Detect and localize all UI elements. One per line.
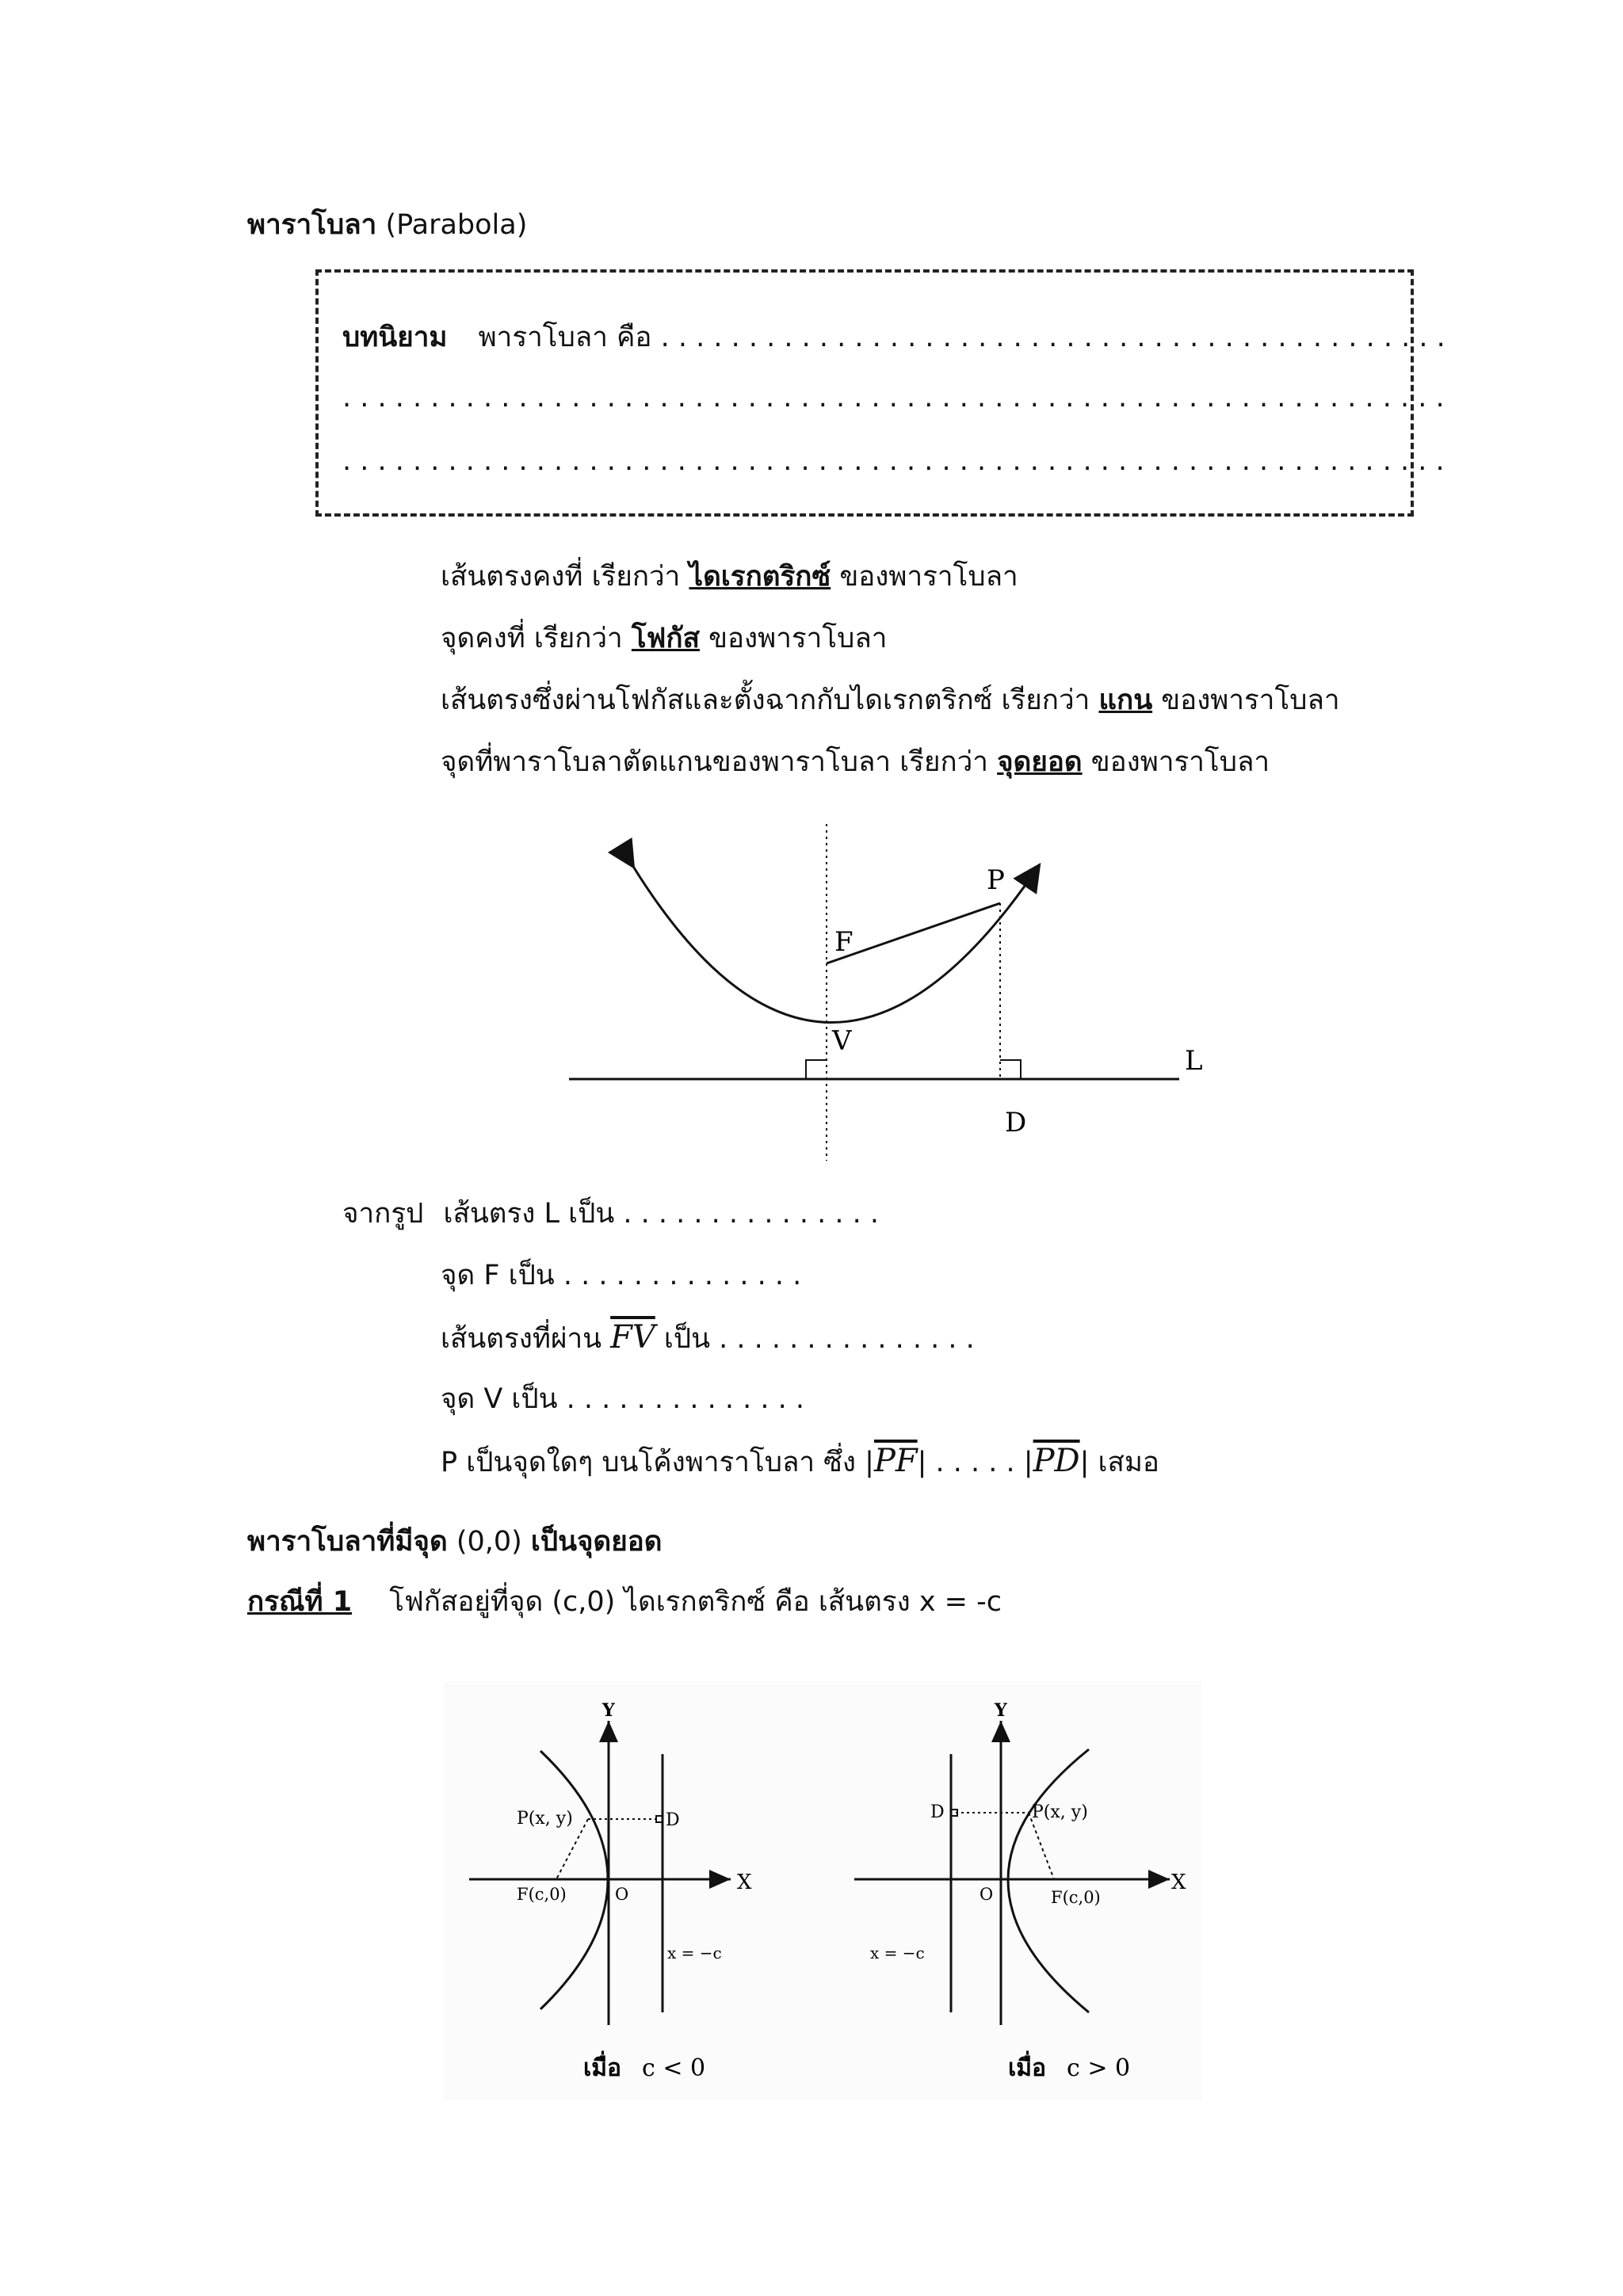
term-focus-word: โฟกัส bbox=[631, 623, 700, 654]
left-p-label: P(x, y) bbox=[517, 1809, 573, 1829]
case-1-label: กรณีที่ 1 bbox=[247, 1586, 353, 1618]
term-vertex bbox=[441, 745, 1270, 780]
definition-dots-1: . . . . . . . . . . . . . . . . . . . . . . . . . . . . . . . . . . . . . . . . . . . . . bbox=[660, 322, 1445, 353]
right-caption-condition: c > 0 bbox=[1067, 2054, 1131, 2082]
left-focus-label: F(c,0) bbox=[517, 1885, 567, 1904]
panel-c-negative bbox=[469, 1700, 752, 2082]
question-2: จุด F เป็น . . . . . . . . . . . . . . bbox=[441, 1260, 802, 1291]
subsection-title-c: เป็นจุดยอด bbox=[530, 1526, 663, 1558]
right-directrix-label: x = −c bbox=[870, 1943, 925, 1962]
right-parabola-curve bbox=[1008, 1749, 1089, 2012]
definition-line-1 bbox=[342, 320, 1445, 355]
question-4: จุด V เป็น . . . . . . . . . . . . . . bbox=[441, 1383, 805, 1415]
question-3-post: เป็น . . . . . . . . . . . . . . . bbox=[655, 1323, 975, 1355]
right-pf-dotted bbox=[1029, 1813, 1054, 1879]
term-vertex-pre: จุดที่พาราโบลาตัดแกนของพาราโบลา เรียกว่า bbox=[441, 746, 998, 778]
case-1-text: โฟกัสอยู่ที่จุด (c,0) ไดเรกตริกซ์ คือ เส้นตรง x = -c bbox=[389, 1586, 1002, 1618]
term-vertex-word: จุดยอด bbox=[997, 746, 1083, 778]
term-axis-word: แกน bbox=[1098, 685, 1153, 716]
question-1 bbox=[342, 1196, 879, 1231]
subsection-title-b: (0,0) bbox=[447, 1526, 531, 1558]
term-axis-pre: เส้นตรงซึ่งผ่านโฟกัสและตั้งฉากกับไดเรกตริกซ์ เรียกว่า bbox=[441, 685, 1099, 716]
segment-fv: $\overline{FV}$ bbox=[610, 1319, 655, 1356]
panel-c-positive bbox=[854, 1700, 1186, 2082]
subsection-title-a: พาราโบลาที่มีจุด bbox=[247, 1526, 448, 1558]
term-focus-pre: จุดคงที่ เรียกว่า bbox=[441, 623, 632, 654]
right-p-label: P(x, y) bbox=[1032, 1802, 1088, 1822]
section-title-english: (Parabola) bbox=[385, 209, 528, 241]
segment-pf-text: $\overline{PF}$ bbox=[873, 1443, 918, 1479]
questions-prefix: จากรูป bbox=[342, 1198, 424, 1230]
right-d-label: D bbox=[930, 1802, 945, 1822]
section-title bbox=[247, 208, 527, 242]
parabola-diagram bbox=[555, 816, 1236, 1173]
subsection-title bbox=[247, 1524, 663, 1559]
label-l: L bbox=[1185, 1045, 1203, 1077]
figure-case-1-drawing bbox=[444, 1681, 1201, 2101]
term-focus bbox=[441, 621, 887, 656]
left-caption-word: เมื่อ bbox=[583, 2054, 622, 2082]
definition-label: บทนิยาม bbox=[342, 322, 448, 353]
term-directrix-pre: เส้นตรงคงที่ เรียกว่า bbox=[441, 561, 689, 593]
term-axis-post: ของพาราโบลา bbox=[1152, 685, 1340, 716]
right-caption-word: เมื่อ bbox=[1008, 2054, 1047, 2082]
question-5 bbox=[441, 1444, 1159, 1480]
left-x-label: X bbox=[737, 1871, 752, 1894]
term-focus-post: ของพาราโบลา bbox=[699, 623, 888, 654]
question-1-text: เส้นตรง L เป็น . . . . . . . . . . . . . . . bbox=[443, 1198, 880, 1230]
right-origin-label: O bbox=[980, 1885, 994, 1904]
question-5-pre: P เป็นจุดใดๆ บนโค้งพาราโบลา ซึ่ง | bbox=[441, 1447, 874, 1478]
label-p: P bbox=[987, 864, 1005, 896]
right-angle-mark-v bbox=[806, 1060, 827, 1079]
question-5-mid: | . . . . . | bbox=[917, 1447, 1033, 1478]
label-d: D bbox=[1005, 1107, 1027, 1138]
left-y-label: Y bbox=[602, 1700, 615, 1721]
left-directrix-label: x = −c bbox=[667, 1943, 722, 1962]
term-axis bbox=[441, 683, 1340, 718]
definition-dots-2: . . . . . . . . . . . . . . . . . . . . . . . . . . . . . . . . . . . . . . . . . . . . . . . . . . . . . . . . . . . . . . . bbox=[342, 382, 1445, 414]
left-caption-condition: c < 0 bbox=[642, 2054, 706, 2082]
segment-pd-text: $\overline{PD}$ bbox=[1033, 1443, 1080, 1479]
definition-text: พาราโบลา คือ bbox=[478, 322, 652, 353]
term-directrix-word: ไดเรกตริกซ์ bbox=[689, 561, 831, 593]
question-3 bbox=[441, 1320, 975, 1356]
definition-dots-3: . . . . . . . . . . . . . . . . . . . . . . . . . . . . . . . . . . . . . . . . . . . . . . . . . . . . . . . . . . . . . . . bbox=[342, 445, 1445, 477]
right-y-label: Y bbox=[995, 1700, 1007, 1721]
right-x-label: X bbox=[1171, 1871, 1186, 1894]
left-d-label: D bbox=[666, 1810, 680, 1830]
label-v: V bbox=[832, 1025, 852, 1057]
right-angle-mark-d bbox=[1000, 1060, 1021, 1079]
term-vertex-post: ของพาราโบลา bbox=[1082, 746, 1270, 778]
section-title-thai: พาราโบลา bbox=[247, 209, 377, 241]
case-1-line bbox=[247, 1585, 1002, 1619]
left-origin-label: O bbox=[615, 1885, 629, 1904]
question-3-pre: เส้นตรงที่ผ่าน bbox=[441, 1323, 611, 1355]
right-focus-label: F(c,0) bbox=[1051, 1888, 1101, 1907]
question-5-post: | เสมอ bbox=[1079, 1447, 1159, 1478]
term-directrix-post: ของพาราโบลา bbox=[831, 561, 1018, 593]
term-directrix bbox=[441, 559, 1018, 594]
label-f: F bbox=[834, 926, 854, 958]
